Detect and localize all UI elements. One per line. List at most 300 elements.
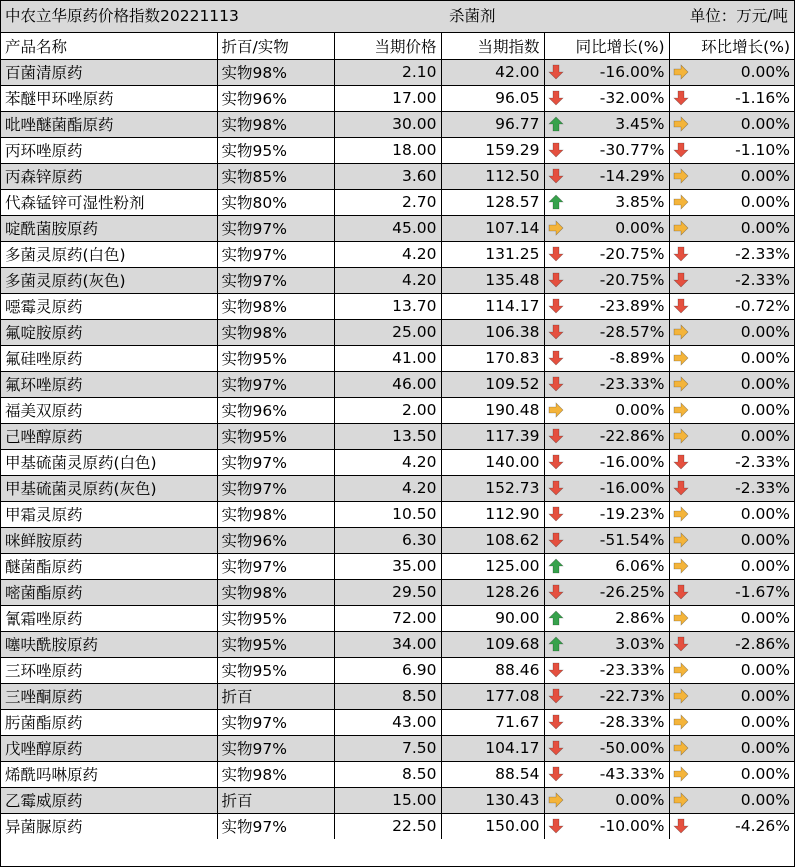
index-cell: 107.14 <box>441 215 544 241</box>
spec-cell: 实物95% <box>217 345 334 371</box>
arrow-down-icon <box>673 142 689 158</box>
index-cell: 150.00 <box>441 813 544 839</box>
price-cell: 7.50 <box>334 735 441 761</box>
arrow-right-icon <box>673 428 689 444</box>
mom-cell <box>669 709 794 735</box>
arrow-down-icon <box>548 142 564 158</box>
mom-cell-value: -4.26% <box>735 817 790 836</box>
yoy-cell <box>544 761 669 787</box>
arrow-down-icon <box>548 350 564 366</box>
yoy-cell-value: 0.00% <box>615 401 665 419</box>
yoy-cell <box>544 293 669 319</box>
price-cell: 29.50 <box>334 579 441 605</box>
header-index: 当期指数 <box>441 33 544 59</box>
arrow-right-icon <box>673 532 689 548</box>
mom-cell-value: 0.00% <box>740 323 790 341</box>
arrow-right-icon <box>673 376 689 392</box>
header-mom: 环比增长(%) <box>669 33 794 59</box>
index-cell: 130.43 <box>441 787 544 813</box>
arrow-down-icon <box>548 532 564 548</box>
arrow-right-icon <box>673 116 689 132</box>
spec-cell: 实物98% <box>217 319 334 345</box>
product-name-cell: 噻呋酰胺原药 <box>1 631 217 657</box>
spec-cell: 实物98% <box>217 293 334 319</box>
yoy-cell <box>544 579 669 605</box>
spec-cell: 实物98% <box>217 501 334 527</box>
mom-cell <box>669 371 794 397</box>
index-cell: 128.57 <box>441 189 544 215</box>
mom-cell <box>669 553 794 579</box>
arrow-down-icon <box>548 376 564 392</box>
mom-cell-value: 0.00% <box>740 765 790 783</box>
spec-cell: 实物97% <box>217 371 334 397</box>
yoy-cell <box>544 397 669 423</box>
mom-cell <box>669 423 794 449</box>
mom-cell <box>669 527 794 553</box>
mom-cell-value: -1.10% <box>735 141 790 159</box>
table-row <box>1 241 794 267</box>
yoy-cell <box>544 163 669 189</box>
price-cell: 35.00 <box>334 553 441 579</box>
spec-cell: 实物98% <box>217 59 334 85</box>
table-row <box>1 137 794 163</box>
title-bar <box>1 1 794 33</box>
yoy-cell <box>544 449 669 475</box>
mom-cell <box>669 345 794 371</box>
index-cell: 106.38 <box>441 319 544 345</box>
mom-cell <box>669 657 794 683</box>
table-row <box>1 475 794 501</box>
yoy-cell <box>544 501 669 527</box>
yoy-cell-value: -14.29% <box>599 167 665 185</box>
mom-cell-value: 0.00% <box>740 557 790 575</box>
table-row <box>1 111 794 137</box>
yoy-cell <box>544 423 669 449</box>
mom-cell <box>669 267 794 293</box>
spec-cell: 实物95% <box>217 657 334 683</box>
yoy-cell-value: 3.45% <box>615 115 665 133</box>
product-name-cell: 丙森锌原药 <box>1 163 217 189</box>
arrow-down-icon <box>673 272 689 288</box>
mom-cell-value: 0.00% <box>740 713 790 731</box>
header-yoy: 同比增长(%) <box>544 33 669 59</box>
yoy-cell <box>544 683 669 709</box>
arrow-down-icon <box>548 272 564 288</box>
yoy-cell-value: -51.54% <box>599 531 665 549</box>
yoy-cell-value: 0.00% <box>615 791 665 809</box>
yoy-cell-value: -23.33% <box>599 661 665 679</box>
arrow-down-icon <box>548 818 564 834</box>
product-name-cell: 甲基硫菌灵原药(灰色) <box>1 475 217 501</box>
product-name-cell: 肟菌酯原药 <box>1 709 217 735</box>
index-cell: 104.17 <box>441 735 544 761</box>
arrow-down-icon <box>548 246 564 262</box>
arrow-down-icon <box>673 636 689 652</box>
price-cell: 10.50 <box>334 501 441 527</box>
yoy-cell-value: -23.89% <box>599 297 665 315</box>
index-cell: 140.00 <box>441 449 544 475</box>
yoy-cell-value: 2.86% <box>615 609 665 627</box>
arrow-right-icon <box>673 402 689 418</box>
table-row <box>1 709 794 735</box>
mom-cell <box>669 293 794 319</box>
yoy-cell-value: -20.75% <box>599 271 665 289</box>
yoy-cell-value: -22.73% <box>599 687 665 705</box>
arrow-right-icon <box>673 506 689 522</box>
mom-cell <box>669 631 794 657</box>
mom-cell <box>669 761 794 787</box>
arrow-down-icon <box>673 246 689 262</box>
spec-cell: 实物80% <box>217 189 334 215</box>
mom-cell <box>669 605 794 631</box>
yoy-cell <box>544 371 669 397</box>
arrow-right-icon <box>673 688 689 704</box>
yoy-cell <box>544 137 669 163</box>
price-cell: 4.20 <box>334 241 441 267</box>
spec-cell: 实物98% <box>217 761 334 787</box>
table-row <box>1 631 794 657</box>
product-name-cell: 多菌灵原药(灰色) <box>1 267 217 293</box>
product-name-cell: 丙环唑原药 <box>1 137 217 163</box>
yoy-cell <box>544 59 669 85</box>
arrow-right-icon <box>548 402 564 418</box>
spec-cell: 实物97% <box>217 475 334 501</box>
product-name-cell: 百菌清原药 <box>1 59 217 85</box>
table-row <box>1 59 794 85</box>
mom-cell-value: 0.00% <box>740 349 790 367</box>
mom-cell <box>669 85 794 111</box>
arrow-down-icon <box>548 480 564 496</box>
table-row <box>1 319 794 345</box>
table-row <box>1 423 794 449</box>
product-name-cell: 氟啶胺原药 <box>1 319 217 345</box>
arrow-down-icon <box>548 90 564 106</box>
spec-cell: 实物95% <box>217 423 334 449</box>
mom-cell <box>669 813 794 839</box>
index-cell: 190.48 <box>441 397 544 423</box>
spec-cell: 实物97% <box>217 735 334 761</box>
product-name-cell: 苯醚甲环唑原药 <box>1 85 217 111</box>
yoy-cell-value: -43.33% <box>599 765 665 783</box>
mom-cell <box>669 189 794 215</box>
index-cell: 108.62 <box>441 527 544 553</box>
arrow-up-icon <box>548 194 564 210</box>
price-cell: 13.50 <box>334 423 441 449</box>
index-cell: 177.08 <box>441 683 544 709</box>
index-cell: 170.83 <box>441 345 544 371</box>
spec-cell: 实物97% <box>217 449 334 475</box>
arrow-down-icon <box>673 454 689 470</box>
table-row <box>1 189 794 215</box>
yoy-cell-value: -30.77% <box>599 141 665 159</box>
header-product-name: 产品名称 <box>1 33 217 59</box>
yoy-cell <box>544 735 669 761</box>
price-cell: 25.00 <box>334 319 441 345</box>
mom-cell-value: 0.00% <box>740 167 790 185</box>
price-cell: 2.00 <box>334 397 441 423</box>
yoy-cell <box>544 527 669 553</box>
spec-cell: 实物97% <box>217 215 334 241</box>
arrow-down-icon <box>673 480 689 496</box>
table-row <box>1 579 794 605</box>
mom-cell-value: -1.16% <box>735 89 790 107</box>
price-cell: 13.70 <box>334 293 441 319</box>
mom-cell-value: 0.00% <box>740 531 790 549</box>
mom-cell <box>669 683 794 709</box>
table-row <box>1 85 794 111</box>
arrow-right-icon <box>673 220 689 236</box>
arrow-right-icon <box>673 558 689 574</box>
header-price: 当期价格 <box>334 33 441 59</box>
product-name-cell: 咪鲜胺原药 <box>1 527 217 553</box>
product-name-cell: 氟硅唑原药 <box>1 345 217 371</box>
arrow-down-icon <box>673 818 689 834</box>
mom-cell-value: 0.00% <box>740 609 790 627</box>
price-cell: 3.60 <box>334 163 441 189</box>
spec-cell: 实物96% <box>217 527 334 553</box>
index-cell: 96.05 <box>441 85 544 111</box>
arrow-down-icon <box>673 584 689 600</box>
mom-cell-value: -2.33% <box>735 479 790 497</box>
arrow-down-icon <box>548 506 564 522</box>
spec-cell: 折百 <box>217 683 334 709</box>
arrow-down-icon <box>548 662 564 678</box>
product-name-cell: 烯酰吗啉原药 <box>1 761 217 787</box>
arrow-right-icon <box>548 792 564 808</box>
mom-cell <box>669 319 794 345</box>
yoy-cell-value: -32.00% <box>599 89 665 107</box>
table-row <box>1 345 794 371</box>
yoy-cell-value: 0.00% <box>615 219 665 237</box>
product-name-cell: 戊唑醇原药 <box>1 735 217 761</box>
yoy-cell-value: -16.00% <box>599 453 665 471</box>
mom-cell-value: -2.33% <box>735 245 790 263</box>
table-row <box>1 527 794 553</box>
product-name-cell: 嘧菌酯原药 <box>1 579 217 605</box>
price-cell: 41.00 <box>334 345 441 371</box>
index-cell: 112.50 <box>441 163 544 189</box>
yoy-cell <box>544 345 669 371</box>
yoy-cell <box>544 631 669 657</box>
price-cell: 30.00 <box>334 111 441 137</box>
index-cell: 152.73 <box>441 475 544 501</box>
table-row <box>1 657 794 683</box>
mom-cell-value: -0.72% <box>735 297 790 315</box>
mom-cell <box>669 215 794 241</box>
price-cell: 2.10 <box>334 59 441 85</box>
arrow-right-icon <box>673 610 689 626</box>
product-name-cell: 三唑酮原药 <box>1 683 217 709</box>
header-spec: 折百/实物 <box>217 33 334 59</box>
index-cell: 159.29 <box>441 137 544 163</box>
mom-cell <box>669 579 794 605</box>
index-cell: 135.48 <box>441 267 544 293</box>
mom-cell <box>669 241 794 267</box>
mom-cell-value: -2.33% <box>735 453 790 471</box>
table-row <box>1 553 794 579</box>
price-cell: 4.20 <box>334 267 441 293</box>
spec-cell: 实物95% <box>217 605 334 631</box>
mom-cell-value: -1.67% <box>735 583 790 601</box>
spec-cell: 实物98% <box>217 579 334 605</box>
arrow-down-icon <box>548 454 564 470</box>
price-cell: 8.50 <box>334 761 441 787</box>
table-row <box>1 267 794 293</box>
mom-cell-value: -2.33% <box>735 271 790 289</box>
arrow-right-icon <box>673 740 689 756</box>
index-cell: 117.39 <box>441 423 544 449</box>
mom-cell-value: 0.00% <box>740 739 790 757</box>
spec-cell: 实物96% <box>217 85 334 111</box>
table-row <box>1 449 794 475</box>
spec-cell: 实物96% <box>217 397 334 423</box>
yoy-cell-value: -20.75% <box>599 245 665 263</box>
yoy-cell <box>544 709 669 735</box>
mom-cell-value: 0.00% <box>740 791 790 809</box>
table-row <box>1 683 794 709</box>
arrow-right-icon <box>548 220 564 236</box>
mom-cell <box>669 111 794 137</box>
arrow-down-icon <box>548 740 564 756</box>
price-cell: 8.50 <box>334 683 441 709</box>
yoy-cell-value: -23.33% <box>599 375 665 393</box>
mom-cell-value: 0.00% <box>740 193 790 211</box>
mom-cell-value: 0.00% <box>740 505 790 523</box>
arrow-down-icon <box>548 428 564 444</box>
arrow-down-icon <box>673 298 689 314</box>
index-cell: 42.00 <box>441 59 544 85</box>
yoy-cell-value: -28.33% <box>599 713 665 731</box>
index-cell: 109.68 <box>441 631 544 657</box>
mom-cell-value: 0.00% <box>740 375 790 393</box>
arrow-up-icon <box>548 558 564 574</box>
price-cell: 72.00 <box>334 605 441 631</box>
mom-cell-value: 0.00% <box>740 661 790 679</box>
yoy-cell <box>544 787 669 813</box>
product-name-cell: 醚菌酯原药 <box>1 553 217 579</box>
mom-cell-value: 0.00% <box>740 687 790 705</box>
table-row <box>1 397 794 423</box>
unit-label: 单位：万元/吨 <box>689 7 788 25</box>
yoy-cell <box>544 475 669 501</box>
mom-cell <box>669 397 794 423</box>
product-name-cell: 甲霜灵原药 <box>1 501 217 527</box>
arrow-down-icon <box>548 64 564 80</box>
product-name-cell: 噁霉灵原药 <box>1 293 217 319</box>
price-cell: 6.90 <box>334 657 441 683</box>
spec-cell: 实物97% <box>217 553 334 579</box>
price-cell: 4.20 <box>334 475 441 501</box>
price-cell: 4.20 <box>334 449 441 475</box>
mom-cell-value: 0.00% <box>740 401 790 419</box>
table-row <box>1 813 794 839</box>
price-cell: 17.00 <box>334 85 441 111</box>
arrow-right-icon <box>673 792 689 808</box>
product-name-cell: 乙霉威原药 <box>1 787 217 813</box>
spec-cell: 实物95% <box>217 631 334 657</box>
yoy-cell <box>544 111 669 137</box>
price-table <box>1 33 794 839</box>
arrow-up-icon <box>548 636 564 652</box>
mom-cell-value: 0.00% <box>740 219 790 237</box>
index-cell: 114.17 <box>441 293 544 319</box>
index-cell: 112.90 <box>441 501 544 527</box>
mom-cell <box>669 449 794 475</box>
product-name-cell: 己唑醇原药 <box>1 423 217 449</box>
header-row <box>1 33 794 59</box>
yoy-cell-value: -19.23% <box>599 505 665 523</box>
arrow-down-icon <box>548 688 564 704</box>
yoy-cell-value: -26.25% <box>599 583 665 601</box>
spec-cell: 实物98% <box>217 111 334 137</box>
yoy-cell-value: -50.00% <box>599 739 665 757</box>
yoy-cell <box>544 215 669 241</box>
table-row <box>1 605 794 631</box>
spec-cell: 实物97% <box>217 813 334 839</box>
arrow-right-icon <box>673 714 689 730</box>
price-cell: 45.00 <box>334 215 441 241</box>
sheet-title: 中农立华原药价格指数20221113 <box>5 7 239 25</box>
index-cell: 88.54 <box>441 761 544 787</box>
spec-cell: 实物97% <box>217 709 334 735</box>
product-name-cell: 三环唑原药 <box>1 657 217 683</box>
yoy-cell-value: -8.89% <box>609 349 665 367</box>
yoy-cell-value: 3.85% <box>615 193 665 211</box>
yoy-cell <box>544 189 669 215</box>
price-cell: 34.00 <box>334 631 441 657</box>
product-name-cell: 啶酰菌胺原药 <box>1 215 217 241</box>
mom-cell-value: 0.00% <box>740 427 790 445</box>
arrow-up-icon <box>548 610 564 626</box>
product-name-cell: 异菌脲原药 <box>1 813 217 839</box>
arrow-right-icon <box>673 168 689 184</box>
index-cell: 131.25 <box>441 241 544 267</box>
table-row <box>1 761 794 787</box>
product-name-cell: 代森锰锌可湿性粉剂 <box>1 189 217 215</box>
arrow-right-icon <box>673 194 689 210</box>
yoy-cell <box>544 553 669 579</box>
yoy-cell <box>544 605 669 631</box>
arrow-down-icon <box>548 714 564 730</box>
mom-cell <box>669 137 794 163</box>
arrow-right-icon <box>673 350 689 366</box>
product-name-cell: 福美双原药 <box>1 397 217 423</box>
price-cell: 2.70 <box>334 189 441 215</box>
mom-cell <box>669 787 794 813</box>
arrow-right-icon <box>673 766 689 782</box>
mom-cell <box>669 501 794 527</box>
index-cell: 109.52 <box>441 371 544 397</box>
product-name-cell: 甲基硫菌灵原药(白色) <box>1 449 217 475</box>
mom-cell <box>669 163 794 189</box>
yoy-cell <box>544 85 669 111</box>
arrow-down-icon <box>548 584 564 600</box>
table-row <box>1 215 794 241</box>
product-name-cell: 氟环唑原药 <box>1 371 217 397</box>
arrow-right-icon <box>673 662 689 678</box>
index-cell: 71.67 <box>441 709 544 735</box>
index-cell: 88.46 <box>441 657 544 683</box>
index-cell: 90.00 <box>441 605 544 631</box>
price-cell: 46.00 <box>334 371 441 397</box>
price-cell: 22.50 <box>334 813 441 839</box>
arrow-down-icon <box>548 324 564 340</box>
mom-cell <box>669 59 794 85</box>
yoy-cell-value: -16.00% <box>599 479 665 497</box>
table-row <box>1 787 794 813</box>
price-cell: 15.00 <box>334 787 441 813</box>
table-row <box>1 163 794 189</box>
